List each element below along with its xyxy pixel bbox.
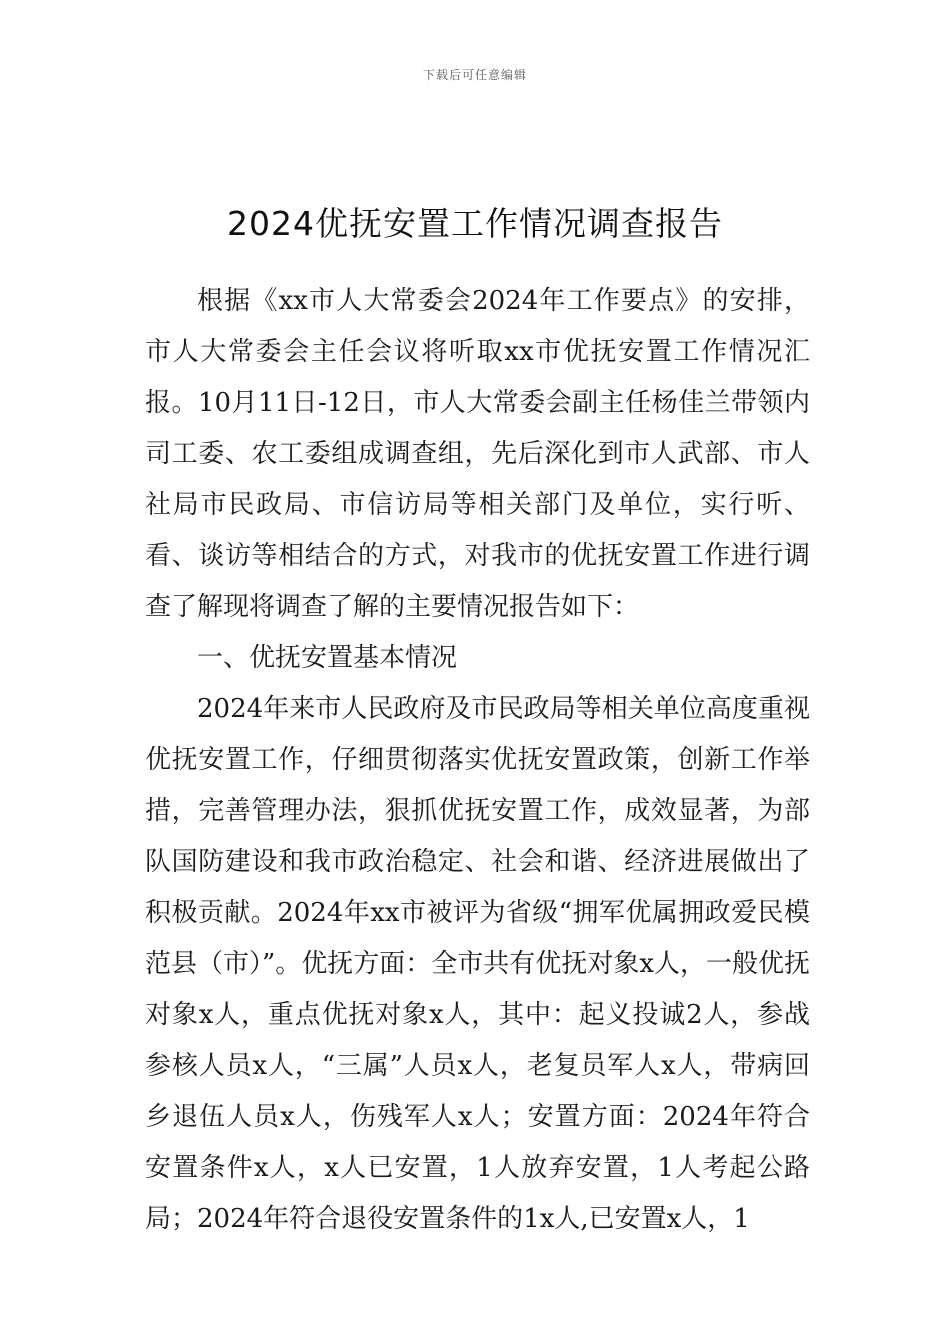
body-paragraph-situation: 2024年来市人民政府及市民政局等相关单位高度重视优抚安置工作，仔细贯彻落实优抚安置政策，创新工作举措，完善管理办法，狠抓优抚安置工作，成效显著，为部队国防建设和我市政治稳定、社会和谐、经济进展做出了积极贡献。2024年xx市被评为省级“拥军优属拥政爱民模范县（市）”。优抚方面：全市共有优抚对象x人，一般优抚对象x人，重点优抚对象x人，其中：起义投诚2人，参战参核人员x人，“三属”人员x人，老复员军人x人，带病回乡退伍人员x人，伤残军人x人；安置方面：2024年符合安置条件x人，x人已安置，1人放弃安置，1人考起公路局；2024年符合退役安置条件的1x人,已安置x人，1 [145, 694, 810, 1234]
document-title: 2024优抚安置工作情况调查报告 [227, 204, 723, 244]
body-paragraph-intro: 根据《xx市人大常委会2024年工作要点》的安排，市人大常委会主任会议将听取xx市优抚安置工作情况汇报。10月11日-12日，市人大常委会副主任杨佳兰带领内司工委、农工委组成调查组，先后深化到市人武部、市人社局市民政局、市信访局等相关部门及单位，实行听、看、谈访等相结合的方式，对我市的优抚安置工作进行调查了解现将调查了解的主要情况报告如下： [145, 286, 810, 622]
header-note: 下载后可任意编辑 [422, 68, 527, 82]
document-body [145, 276, 810, 1245]
section-heading: 一、优抚安置基本情况 [197, 643, 458, 673]
